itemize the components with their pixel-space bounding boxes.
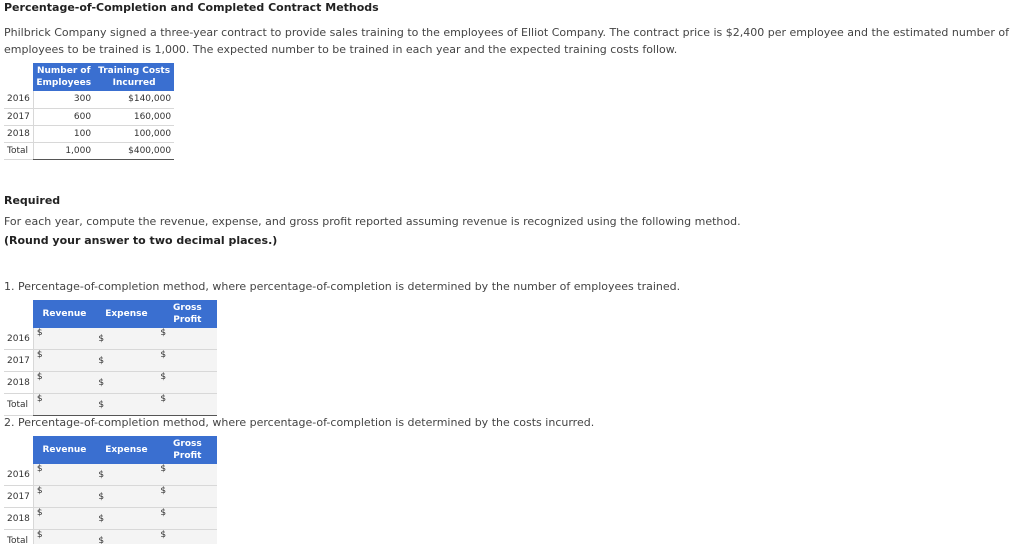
currency-symbol: $ bbox=[98, 334, 105, 344]
answer-row bbox=[4, 486, 217, 508]
gross-profit-cell bbox=[157, 350, 217, 372]
table-row-total bbox=[4, 142, 174, 159]
gross-profit-input[interactable] bbox=[160, 518, 206, 529]
revenue-cell bbox=[33, 350, 95, 372]
currency-symbol: $ bbox=[36, 372, 43, 382]
table-row bbox=[4, 108, 174, 125]
expense-input[interactable] bbox=[108, 491, 154, 502]
currency-symbol: $ bbox=[36, 486, 43, 496]
currency-symbol: $ bbox=[36, 508, 43, 518]
answer-header-revenue: Revenue bbox=[33, 300, 95, 328]
currency-symbol: $ bbox=[160, 394, 167, 404]
expense-input[interactable] bbox=[108, 377, 154, 388]
revenue-input[interactable] bbox=[37, 360, 83, 371]
costs-value: 100,000 bbox=[94, 125, 174, 142]
question-2-label: 2. Percentage-of-completion method, where percentage-of-completion is determined by the costs incurred. bbox=[4, 416, 595, 429]
answer-row bbox=[4, 508, 217, 530]
currency-symbol: $ bbox=[36, 464, 43, 474]
gross-profit-cell bbox=[157, 394, 217, 416]
expense-cell bbox=[95, 394, 157, 416]
gross-profit-input[interactable] bbox=[160, 382, 206, 393]
row-year: 2017 bbox=[4, 350, 33, 372]
answer-header-blank bbox=[4, 300, 33, 328]
table-row bbox=[4, 91, 174, 108]
currency-symbol: $ bbox=[160, 508, 167, 518]
gross-profit-input[interactable] bbox=[160, 360, 206, 371]
currency-symbol: $ bbox=[36, 328, 43, 338]
answer-header-expense: Expense bbox=[95, 300, 157, 328]
currency-symbol: $ bbox=[160, 464, 167, 474]
currency-symbol: $ bbox=[98, 400, 105, 410]
expense-cell bbox=[95, 464, 157, 486]
row-year: 2017 bbox=[4, 108, 33, 125]
expense-input[interactable] bbox=[108, 333, 154, 344]
row-year: 2016 bbox=[4, 328, 33, 350]
gross-profit-cell bbox=[157, 530, 217, 544]
answer-header-gross-profit: Gross Profit bbox=[157, 436, 217, 464]
costs-value: $400,000 bbox=[94, 142, 174, 159]
given-data-table bbox=[4, 63, 174, 160]
given-header-employees: Number of Employees bbox=[33, 63, 94, 91]
row-year: 2016 bbox=[4, 464, 33, 486]
given-header-blank bbox=[4, 63, 33, 91]
expense-cell bbox=[95, 372, 157, 394]
gross-profit-cell bbox=[157, 464, 217, 486]
row-year: Total bbox=[4, 394, 33, 416]
row-year: Total bbox=[4, 142, 33, 159]
revenue-input[interactable] bbox=[37, 496, 83, 507]
employees-value: 300 bbox=[33, 91, 94, 108]
question-1-label: 1. Percentage-of-completion method, where percentage-of-completion is determined by the number of employees trained. bbox=[4, 280, 681, 293]
currency-symbol: $ bbox=[160, 530, 167, 540]
expense-input[interactable] bbox=[108, 469, 154, 480]
answer-header-blank bbox=[4, 436, 33, 464]
gross-profit-input[interactable] bbox=[160, 496, 206, 507]
currency-symbol: $ bbox=[98, 470, 105, 480]
row-year: 2016 bbox=[4, 91, 33, 108]
revenue-input[interactable] bbox=[37, 404, 83, 415]
row-year: 2018 bbox=[4, 372, 33, 394]
row-year: 2018 bbox=[4, 125, 33, 142]
revenue-cell bbox=[33, 372, 95, 394]
employees-value: 1,000 bbox=[33, 142, 94, 159]
revenue-cell bbox=[33, 530, 95, 544]
revenue-cell bbox=[33, 486, 95, 508]
answer-header-expense: Expense bbox=[95, 436, 157, 464]
answer-table-2 bbox=[4, 436, 217, 544]
expense-input[interactable] bbox=[108, 399, 154, 410]
currency-symbol: $ bbox=[160, 372, 167, 382]
revenue-cell bbox=[33, 394, 95, 416]
currency-symbol: $ bbox=[98, 378, 105, 388]
answer-row-total bbox=[4, 530, 217, 544]
revenue-input[interactable] bbox=[37, 382, 83, 393]
expense-input[interactable] bbox=[108, 535, 154, 544]
expense-cell bbox=[95, 350, 157, 372]
answer-row bbox=[4, 350, 217, 372]
answer-row bbox=[4, 328, 217, 350]
expense-cell bbox=[95, 530, 157, 544]
revenue-input[interactable] bbox=[37, 518, 83, 529]
row-year: 2017 bbox=[4, 486, 33, 508]
gross-profit-cell bbox=[157, 486, 217, 508]
employees-value: 600 bbox=[33, 108, 94, 125]
expense-input[interactable] bbox=[108, 513, 154, 524]
answer-row bbox=[4, 372, 217, 394]
currency-symbol: $ bbox=[36, 530, 43, 540]
costs-value: $140,000 bbox=[94, 91, 174, 108]
currency-symbol: $ bbox=[98, 536, 105, 544]
given-header-costs: Training Costs Incurred bbox=[94, 63, 174, 91]
gross-profit-input[interactable] bbox=[160, 540, 206, 544]
answer-header-gross-profit: Gross Profit bbox=[157, 300, 217, 328]
required-text: For each year, compute the revenue, expense, and gross profit reported assuming revenue is recognized using the following method. bbox=[4, 215, 741, 228]
revenue-input[interactable] bbox=[37, 540, 83, 544]
answer-header-revenue: Revenue bbox=[33, 436, 95, 464]
expense-cell bbox=[95, 508, 157, 530]
currency-symbol: $ bbox=[98, 356, 105, 366]
employees-value: 100 bbox=[33, 125, 94, 142]
expense-cell bbox=[95, 328, 157, 350]
rounding-instruction: (Round your answer to two decimal places.) bbox=[4, 234, 278, 247]
gross-profit-cell bbox=[157, 372, 217, 394]
currency-symbol: $ bbox=[98, 492, 105, 502]
costs-value: 160,000 bbox=[94, 108, 174, 125]
currency-symbol: $ bbox=[160, 350, 167, 360]
answer-table-1 bbox=[4, 300, 217, 416]
expense-cell bbox=[95, 486, 157, 508]
currency-symbol: $ bbox=[160, 486, 167, 496]
revenue-cell bbox=[33, 508, 95, 530]
row-year: Total bbox=[4, 530, 33, 544]
revenue-cell bbox=[33, 464, 95, 486]
gross-profit-cell bbox=[157, 508, 217, 530]
page-title: Percentage-of-Completion and Completed Contract Methods bbox=[4, 1, 379, 14]
gross-profit-cell bbox=[157, 328, 217, 350]
revenue-input[interactable] bbox=[37, 474, 83, 485]
row-year: 2018 bbox=[4, 508, 33, 530]
currency-symbol: $ bbox=[160, 328, 167, 338]
gross-profit-input[interactable] bbox=[160, 474, 206, 485]
currency-symbol: $ bbox=[98, 514, 105, 524]
revenue-cell bbox=[33, 328, 95, 350]
gross-profit-input[interactable] bbox=[160, 404, 206, 415]
problem-intro: Philbrick Company signed a three-year contract to provide sales training to the employees of Elliot Company. The contract price is $2,400 per employee and the estimated number of employees to be trained is 1,000. The expected number to be trained in each year and the expected training costs follow. bbox=[4, 26, 1009, 56]
currency-symbol: $ bbox=[36, 394, 43, 404]
gross-profit-input[interactable] bbox=[160, 338, 206, 349]
answer-row-total bbox=[4, 394, 217, 416]
required-heading: Required bbox=[4, 194, 61, 207]
expense-input[interactable] bbox=[108, 355, 154, 366]
revenue-input[interactable] bbox=[37, 338, 83, 349]
answer-row bbox=[4, 464, 217, 486]
currency-symbol: $ bbox=[36, 350, 43, 360]
table-row bbox=[4, 125, 174, 142]
